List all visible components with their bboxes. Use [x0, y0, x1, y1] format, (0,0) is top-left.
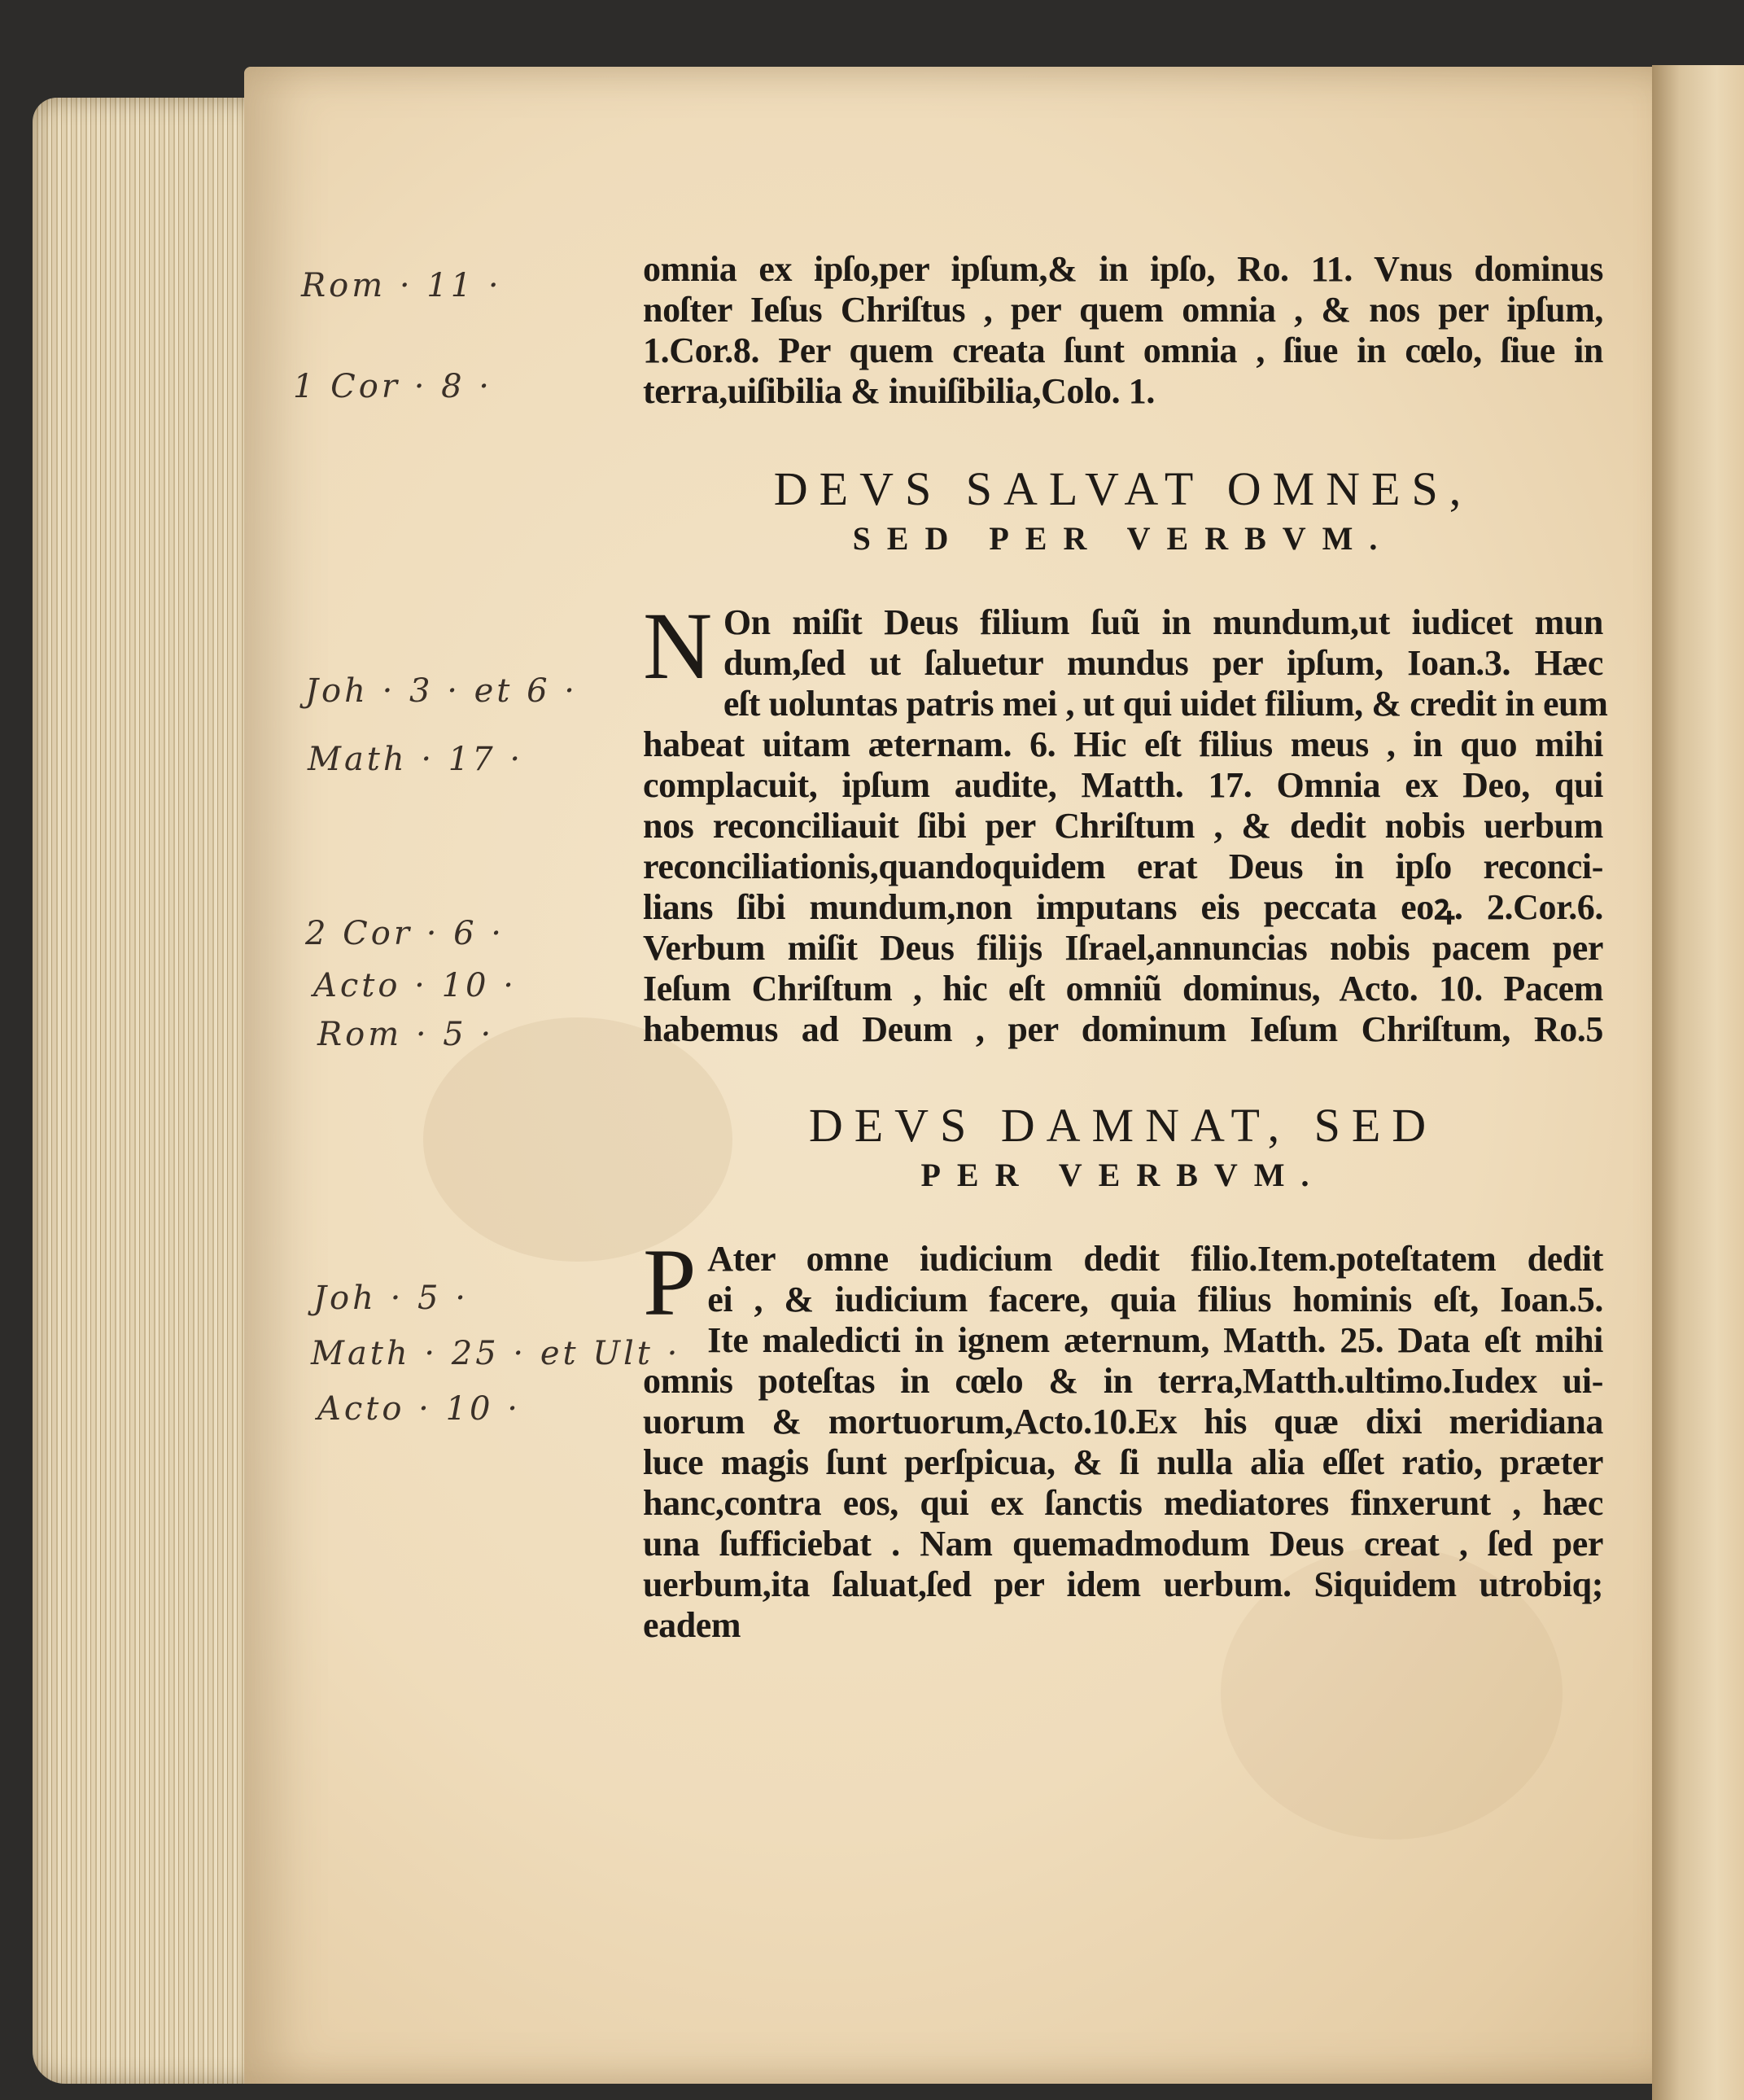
- margin-note: Acto · 10 ·: [313, 967, 517, 1004]
- margin-note: Joh · 3 · et 6 ·: [305, 672, 578, 710]
- heading-subline: SED PER VERBVM.: [852, 520, 1394, 557]
- text-line: uorum & mortuorum,Acto.10.Ex his quæ dixi meridiana: [643, 1402, 1603, 1442]
- text-line: hanc,contra eos, qui ex ſanctis mediatores finxerunt , hæc: [643, 1483, 1603, 1523]
- heading-line: DEVS SALVAT OMNES,: [773, 462, 1473, 515]
- heading-subline: PER VERBVM.: [920, 1157, 1326, 1193]
- section-heading: [643, 1097, 1603, 1197]
- text-line: reconciliationis,quandoquidem erat Deus in ipſo reconci-: [643, 847, 1603, 886]
- facing-page-edge: [1652, 65, 1744, 2100]
- text-line: una ſufficiebat . Nam quemadmodum Deus creat , ſed per: [643, 1524, 1603, 1564]
- text-line: Verbum miſit Deus filijs Iſrael,annuncias nobis pacem per: [643, 928, 1603, 968]
- text-line: nos reconciliauit ſibi per Chriſtum , & dedit nobis uerbum: [643, 806, 1603, 846]
- text-line: omnis poteſtas in cœlo & in terra,Matth.ultimo.Iudex ui-: [643, 1361, 1603, 1401]
- text-line: uerbum,ita ſaluat,ſed per idem uerbum. Siquidem utrobiq;: [643, 1564, 1603, 1604]
- text-line: luce magis ſunt perſpicua, & ſi nulla alia eſſet ratio, præter: [643, 1442, 1603, 1482]
- text-line: Ieſum Chriſtum , hic eſt omniũ dominus, Acto. 10. Pacem: [643, 969, 1603, 1008]
- margin-note: Rom · 5 ·: [317, 1016, 495, 1053]
- margin-note: 2 Cor · 6 ·: [305, 915, 505, 952]
- text-line: Ater omne iudicium dedit filio.Item.poteſtatem dedit: [707, 1239, 1603, 1279]
- text-line: complacuit, ipſum audite, Matth. 17. Omnia ex Deo, qui: [643, 765, 1603, 805]
- drop-cap-initial: N: [643, 593, 712, 699]
- text-line: Ite maledicti in ignem æternum, Matth. 25. Data eſt mihi: [707, 1320, 1603, 1360]
- margin-note: Acto · 10 ·: [317, 1390, 521, 1428]
- text-line: habeat uitam æternam. 6. Hic eſt filius meus , in quo mihi: [643, 724, 1603, 764]
- text-line: habemus ad Deum , per dominum Ieſum Chriſtum, Ro.5: [643, 1009, 1603, 1049]
- margin-note: Math · 17 ·: [308, 741, 524, 778]
- text-line: omnia ex ipſo,per ipſum,& in ipſo, Ro. 11. Vnus dominus: [643, 249, 1603, 289]
- text-line: ei , & iudicium facere, quia filius hominis eſt, Ioan.5.: [707, 1280, 1603, 1319]
- margin-note: Math · 25 · et Ult ·: [311, 1335, 681, 1372]
- margin-note: Joh · 5 ·: [313, 1280, 469, 1317]
- text-line: eſt uoluntas patris mei , ut qui uidet filium, & credit in eum: [723, 684, 1608, 724]
- section-paragraph: [643, 593, 1608, 1050]
- page-edges: [33, 98, 269, 2084]
- margin-note: 1 Cor · 8 ·: [293, 368, 492, 405]
- text-line: dum,ſed ut ſaluetur mundus per ipſum, Ioan.3. Hæc: [723, 643, 1603, 683]
- catchword: eadem: [643, 1605, 741, 1645]
- intro-paragraph: [643, 249, 1603, 412]
- text-line: 1.Cor.8. Per quem creata ſunt omnia , ſiue in cœlo, ſiue in: [643, 330, 1603, 370]
- text-line: On miſit Deus filium ſuũ in mundum,ut iudicet mun: [723, 602, 1603, 642]
- section-paragraph: [643, 1229, 1603, 1646]
- text-line: noſter Ieſus Chriſtus , per quem omnia , & nos per ipſum,: [643, 290, 1603, 330]
- margin-note: Rom · 11 ·: [301, 267, 502, 304]
- drop-cap-initial: P: [643, 1229, 697, 1336]
- section-heading: [643, 461, 1603, 560]
- heading-line: DEVS DAMNAT, SED: [808, 1099, 1438, 1152]
- text-line: terra,uiſibilia & inuiſibilia,Colo. 1.: [643, 371, 1155, 411]
- text-line: lians ſibi mundum,non imputans eis peccata eoꝝ. 2.Cor.6.: [643, 887, 1603, 927]
